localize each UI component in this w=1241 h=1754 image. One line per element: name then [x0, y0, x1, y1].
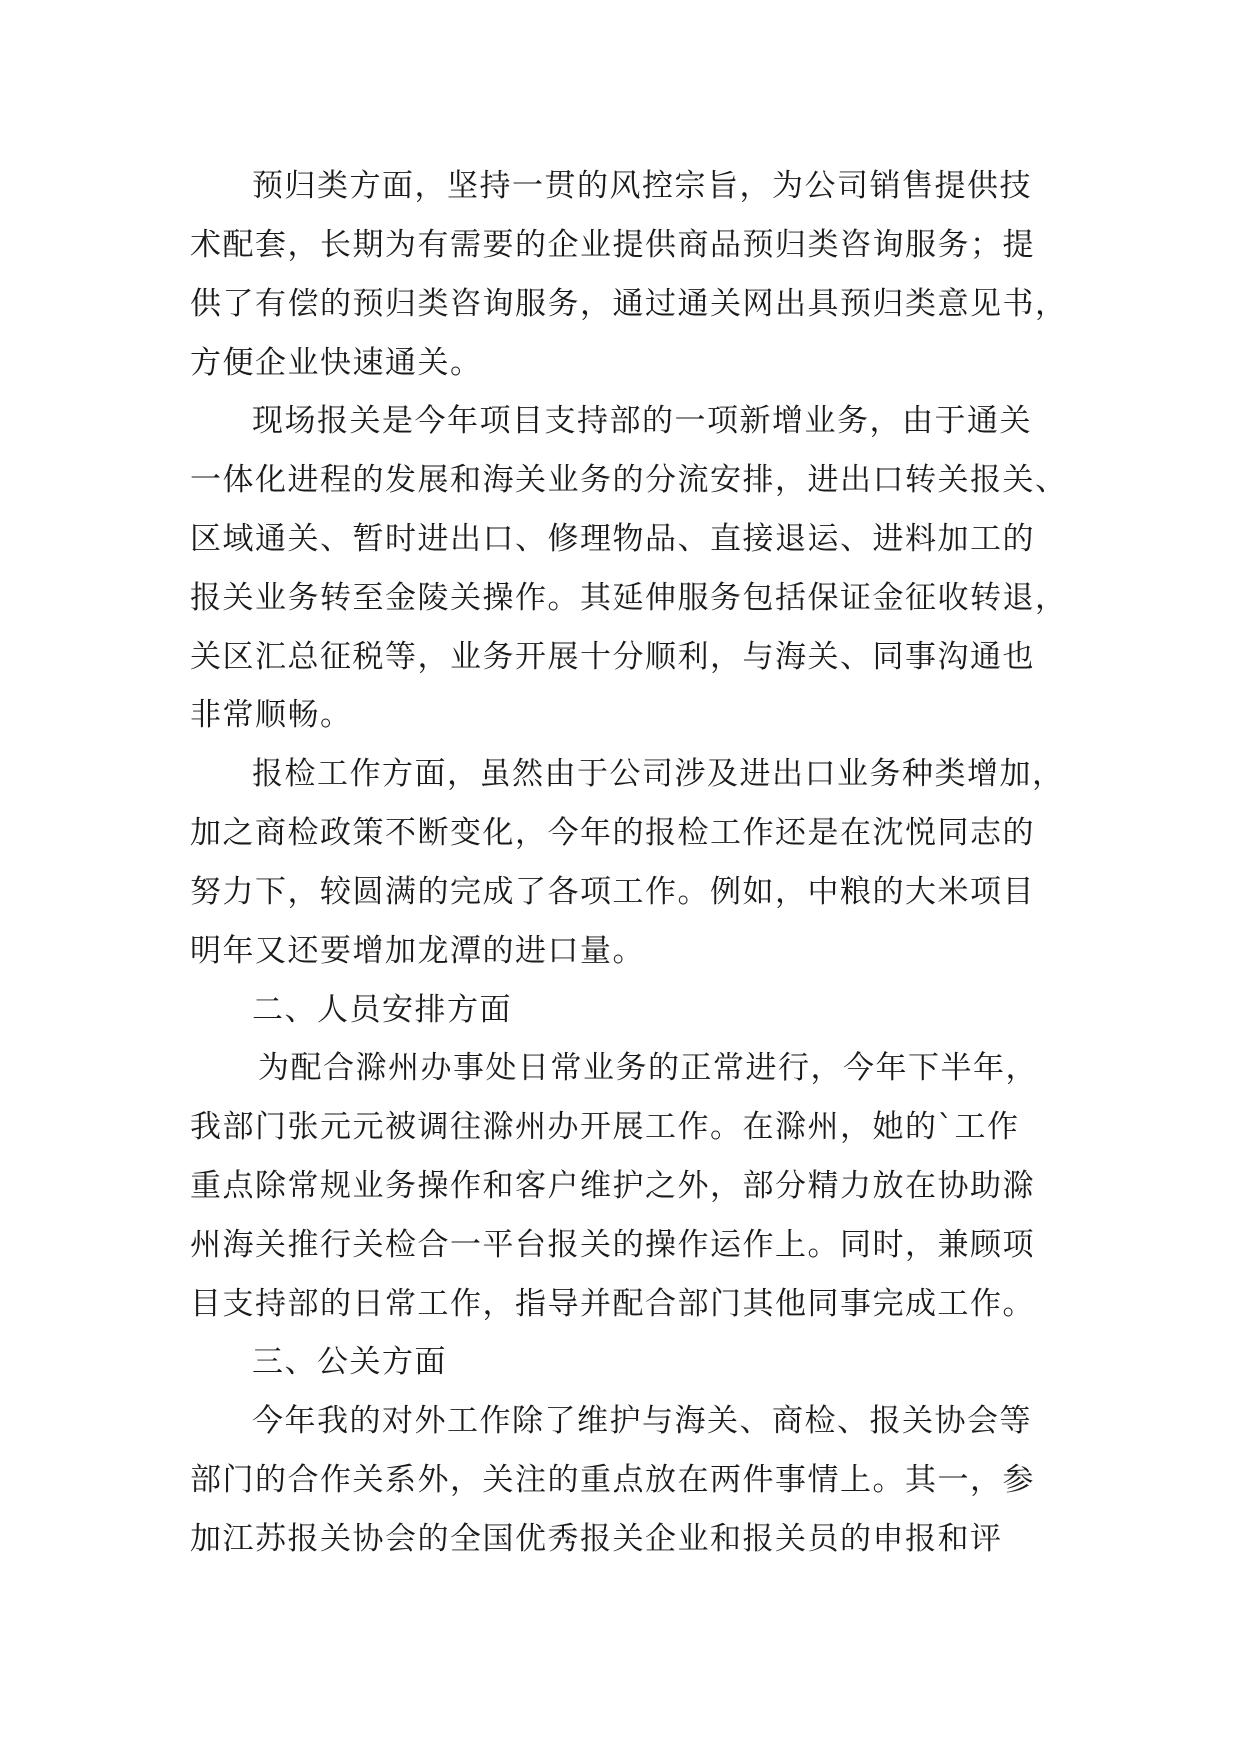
paragraph-line: 预归类方面，坚持一贯的风控宗旨，为公司销售提供技 — [252, 168, 1032, 204]
paragraph-line: 重点除常规业务操作和客户维护之外，部分精力放在协助滁 — [190, 1168, 1035, 1204]
paragraph-line: 为配合滁州办事处日常业务的正常进行，今年下半年， — [258, 1050, 1038, 1086]
paragraph-line: 一体化进程的发展和海关业务的分流安排，进出口转关报关、 — [190, 462, 1068, 498]
paragraph-line: 供了有偿的预归类咨询服务，通过通关网出具预归类意见书， — [190, 286, 1068, 322]
paragraph-line: 加江苏报关协会的全国优秀报关企业和报关员的申报和评 — [190, 1521, 1003, 1557]
paragraph-line: 努力下，较圆满的完成了各项工作。例如，中粮的大米项目 — [190, 874, 1035, 910]
paragraph-line: 部门的合作关系外，关注的重点放在两件事情上。其一，参 — [190, 1462, 1035, 1498]
paragraph-line: 明年又还要增加龙潭的进口量。 — [190, 933, 645, 969]
section-heading: 二、人员安排方面 — [252, 992, 512, 1028]
paragraph-line: 区域通关、暂时进出口、修理物品、直接退运、进料加工的 — [190, 521, 1035, 557]
paragraph-line: 现场报关是今年项目支持部的一项新增业务，由于通关 — [252, 403, 1032, 439]
paragraph-line: 州海关推行关检合一平台报关的操作运作上。同时，兼顾项 — [190, 1227, 1035, 1263]
paragraph-line: 报关业务转至金陵关操作。其延伸服务包括保证金征收转退， — [190, 580, 1068, 616]
paragraph-line: 方便企业快速通关。 — [190, 345, 483, 381]
paragraph-line: 术配套，长期为有需要的企业提供商品预归类咨询服务；提 — [190, 227, 1035, 263]
section-heading: 三、公关方面 — [252, 1344, 447, 1380]
paragraph-line: 目支持部的日常工作，指导并配合部门其他同事完成工作。 — [190, 1286, 1035, 1322]
paragraph-line: 关区汇总征税等，业务开展十分顺利，与海关、同事沟通也 — [190, 639, 1035, 675]
paragraph-line: 今年我的对外工作除了维护与海关、商检、报关协会等 — [252, 1403, 1032, 1439]
paragraph-line: 我部门张元元被调往滁州办开展工作。在滁州，她的`工作 — [190, 1109, 1020, 1145]
paragraph-line: 非常顺畅。 — [190, 697, 353, 733]
paragraph-line: 报检工作方面，虽然由于公司涉及进出口业务种类增加， — [252, 756, 1065, 792]
paragraph-line: 加之商检政策不断变化，今年的报检工作还是在沈悦同志的 — [190, 815, 1035, 851]
